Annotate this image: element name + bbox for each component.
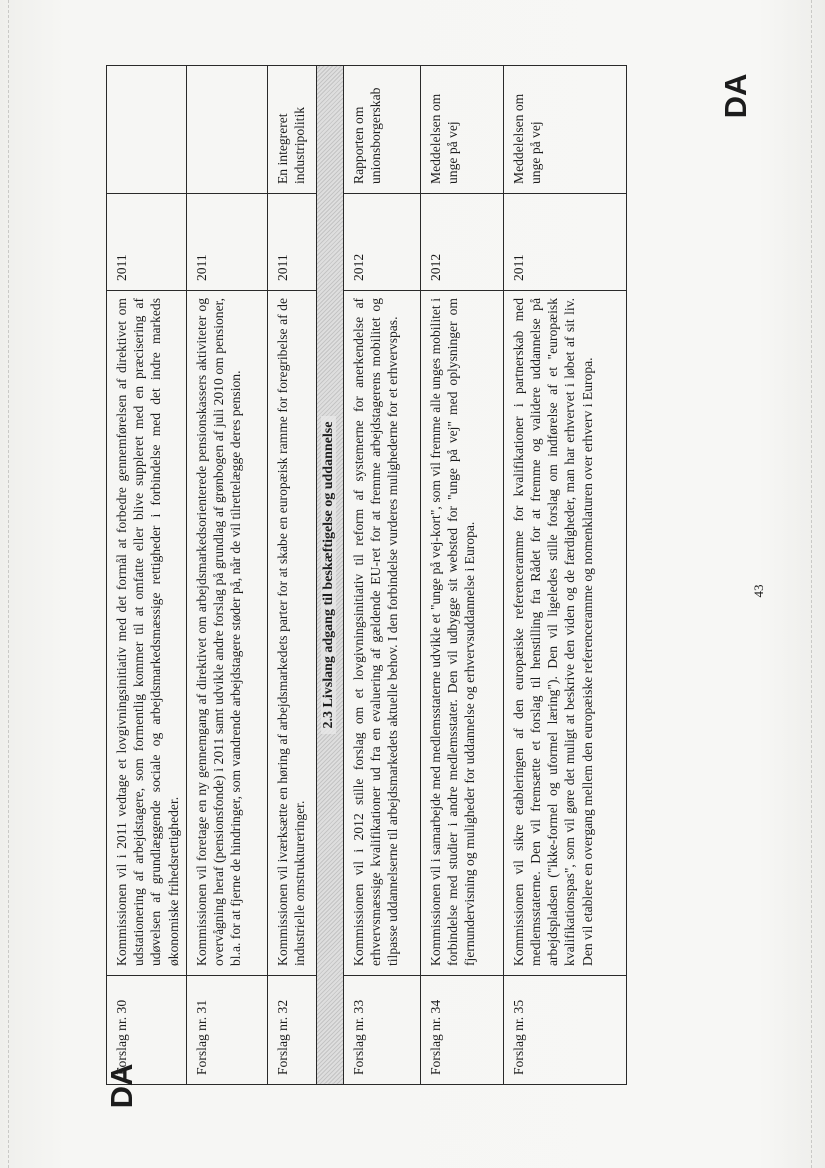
- scan-edge-right: [811, 0, 812, 1168]
- rotated-page-content: [106, 65, 666, 1085]
- table-row: [186, 66, 267, 1085]
- proposal-text: Kommissionen vil i 2012 stille forslag om et lovgivningsinitiativ til reform af systemerne for anerkendelse af erhvervsmæssige kvalifikationer ud fra en evaluering af gældende EU-ret for at fremme arbejdstagerens mobilitet og tilpasse uddannelserne til arbejdsmarkedets aktuelle behov. I den forbindelse vurderes mulighederne for et erhvervspas.: [343, 291, 420, 976]
- page-number: 43: [751, 584, 766, 598]
- proposal-id: Forslag nr. 35: [503, 976, 626, 1085]
- proposals-table: [106, 65, 627, 1085]
- proposal-id: Forslag nr. 32: [267, 976, 316, 1085]
- proposal-year: 2012: [343, 194, 420, 291]
- proposal-reference: [186, 66, 267, 194]
- proposal-year: 2011: [186, 194, 267, 291]
- proposal-reference: Meddelelsen om unge på vej: [420, 66, 503, 194]
- proposal-text: Kommissionen vil iværksætte en høring af arbejdsmarkedets parter for at skabe en europæisk ramme for foregribelse af de industrielle omstruktureringer.: [267, 291, 316, 976]
- proposal-year: 2011: [503, 194, 626, 291]
- table-row: [343, 66, 420, 1085]
- proposal-reference: En integreret industripolitik: [267, 66, 316, 194]
- table-row: [503, 66, 626, 1085]
- proposal-id: Forslag nr. 31: [186, 976, 267, 1085]
- proposal-text: Kommissionen vil sikre etableringen af den europæiske referenceramme for kvalifikationer i partnerskab med medlemsstaterne. Den vil fremsætte et forslag til henstilling fra Rådet for at fremme og validere uddannelse på arbejdspladsen ("ikke-formel og uformel læring"). Den vil ligeledes stille forslag om indførelse af et "europæisk kvalifikationspas", som vil gøre det muligt at beskrive den viden og de færdigheder, man har erhvervet i løbet af sit liv. Den vil etablere en overgang mellem den europæiske referenceramme og nomenklaturen over erhverv i Europa.: [503, 291, 626, 976]
- proposal-text: Kommissionen vil foretage en ny gennemgang af direktivet om arbejdsmarkedsorienterede pensionskassers aktiviteter og overvågning heraf (pensionsfonde) i 2011 samt udvikle andre forslag på grundlag af grønbogen af juli 2010 om pensioner, bl.a. for at fjerne de hindringer, som vandrende arbejdstagere støder på, når de vil tilrettelægge deres pension.: [186, 291, 267, 976]
- language-mark-top: DA: [718, 73, 753, 119]
- proposal-text: Kommissionen vil i samarbejde med medlemsstaterne udvikle et "unge på vej-kort", som vil fremme alle unges mobilitet i forbindelse med studier i andre medlemsstater. Den vil udbygge sit websted for "unge på vej" med oplysninger om fjernundervisning og muligheder for uddannelse og erhvervsuddannelse i Europa.: [420, 291, 503, 976]
- proposal-year: 2011: [107, 194, 187, 291]
- proposal-reference: Meddelelsen om unge på vej: [503, 66, 626, 194]
- proposal-id: Forslag nr. 30: [107, 976, 187, 1085]
- section-heading-cell: [316, 66, 343, 1085]
- proposal-reference: [107, 66, 187, 194]
- table-row: [420, 66, 503, 1085]
- proposal-id: Forslag nr. 33: [343, 976, 420, 1085]
- scan-edge-left: [8, 0, 9, 1168]
- proposal-reference: Rapporten om unionsborgerskab: [343, 66, 420, 194]
- proposal-id: Forslag nr. 34: [420, 976, 503, 1085]
- table-row: [267, 66, 316, 1085]
- proposal-year: 2012: [420, 194, 503, 291]
- proposal-text: Kommissionen vil i 2011 vedtage et lovgivningsinitiativ med det formål at forbedre gennemførelsen af direktivet om udstationering af arbejdstagere, som formentlig kommer til at omfatte eller blive suppleret med en præcisering af udøvelsen af grundlæggende sociale og arbejdsmarkedsmæssige rettigheder i forbindelse med det indre markeds økonomiske frihedsrettigheder.: [107, 291, 187, 976]
- section-heading-row: [316, 66, 343, 1085]
- section-heading: 2.3 Livslang adgang til beskæftigelse og uddannelse: [321, 416, 336, 735]
- language-mark-bottom: DA: [104, 1063, 139, 1109]
- proposal-year: 2011: [267, 194, 316, 291]
- table-row: [107, 66, 187, 1085]
